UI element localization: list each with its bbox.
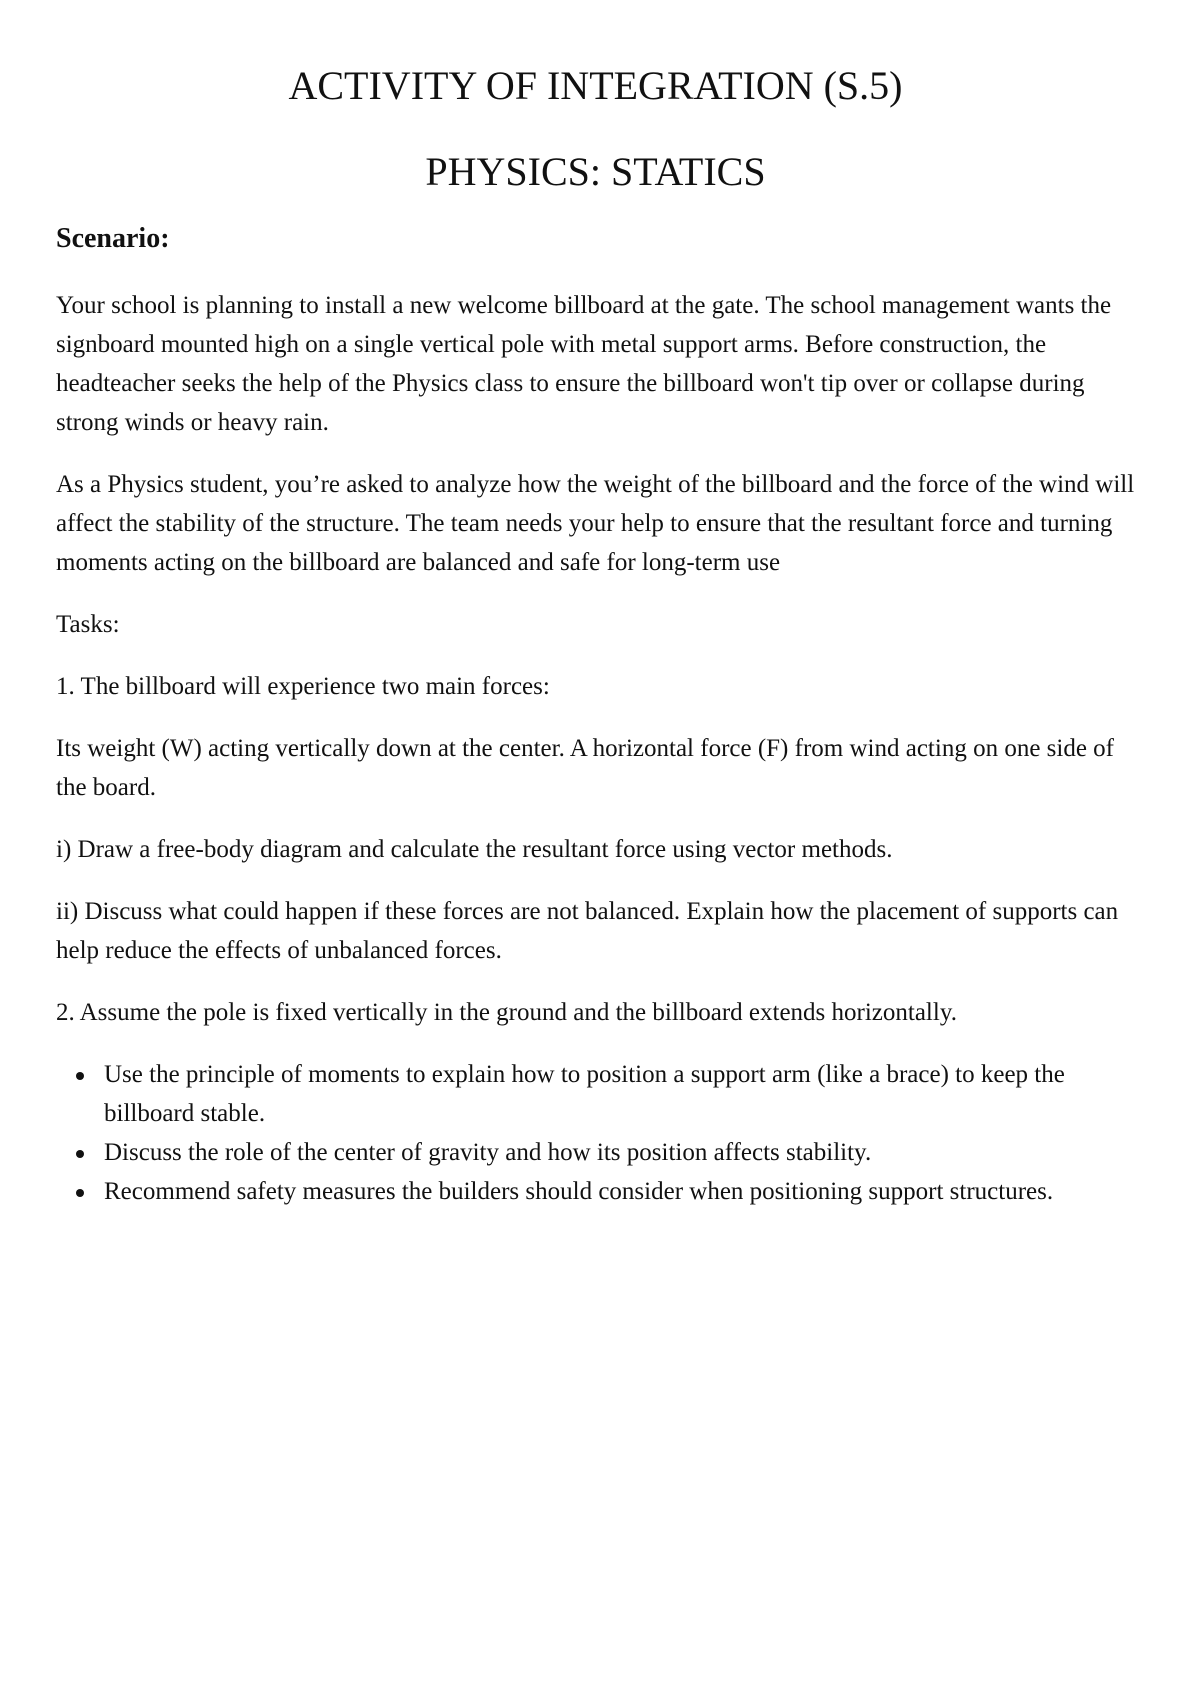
task-1-part-ii: ii) Discuss what could happen if these forces are not balanced. Explain how the placement of supports can help reduce the effects of unbalanced forces. xyxy=(56,898,1119,964)
bullet-icon xyxy=(76,1072,84,1080)
bullet-icon xyxy=(76,1189,84,1197)
page-subtitle: PHYSICS: STATICS xyxy=(425,149,766,194)
list-item xyxy=(104,1055,1135,1133)
list-item xyxy=(104,1133,1135,1172)
task-1-part-i: i) Draw a free-body diagram and calculate the resultant force using vector methods. xyxy=(56,836,893,863)
bullet-icon xyxy=(76,1150,84,1158)
tasks-label: Tasks: xyxy=(56,611,120,638)
task-1-intro: 1. The billboard will experience two main forces: xyxy=(56,673,550,700)
scenario-paragraph: As a Physics student, you’re asked to analyze how the weight of the billboard and the force of the wind will affect the stability of the structure. The team needs your help to ensure that the resultant force and turning moments acting on the billboard are balanced and safe for long-term use xyxy=(56,471,1135,576)
scenario-heading: Scenario: xyxy=(56,223,170,254)
list-item xyxy=(104,1172,1135,1211)
task-2-intro: 2. Assume the pole is fixed vertically in the ground and the billboard extends horizontally. xyxy=(56,999,957,1026)
scenario-paragraph: Your school is planning to install a new welcome billboard at the gate. The school management wants the signboard mounted high on a single vertical pole with metal support arms. Before construction, the headteacher seeks the help of the Physics class to ensure the billboard won't tip over or collapse during strong winds or heavy rain. xyxy=(56,292,1112,436)
list-item-text: Recommend safety measures the builders should consider when positioning support structures. xyxy=(104,1178,1054,1205)
list-item-text: Discuss the role of the center of gravity and how its position affects stability. xyxy=(104,1139,872,1166)
task-2-bullet-list xyxy=(56,1055,1135,1211)
task-1-forces: Its weight (W) acting vertically down at the center. A horizontal force (F) from wind acting on one side of the board. xyxy=(56,735,1115,801)
list-item-text: Use the principle of moments to explain how to position a support arm (like a brace) to keep the billboard stable. xyxy=(104,1061,1065,1127)
page-title: ACTIVITY OF INTEGRATION (S.5) xyxy=(288,63,903,108)
